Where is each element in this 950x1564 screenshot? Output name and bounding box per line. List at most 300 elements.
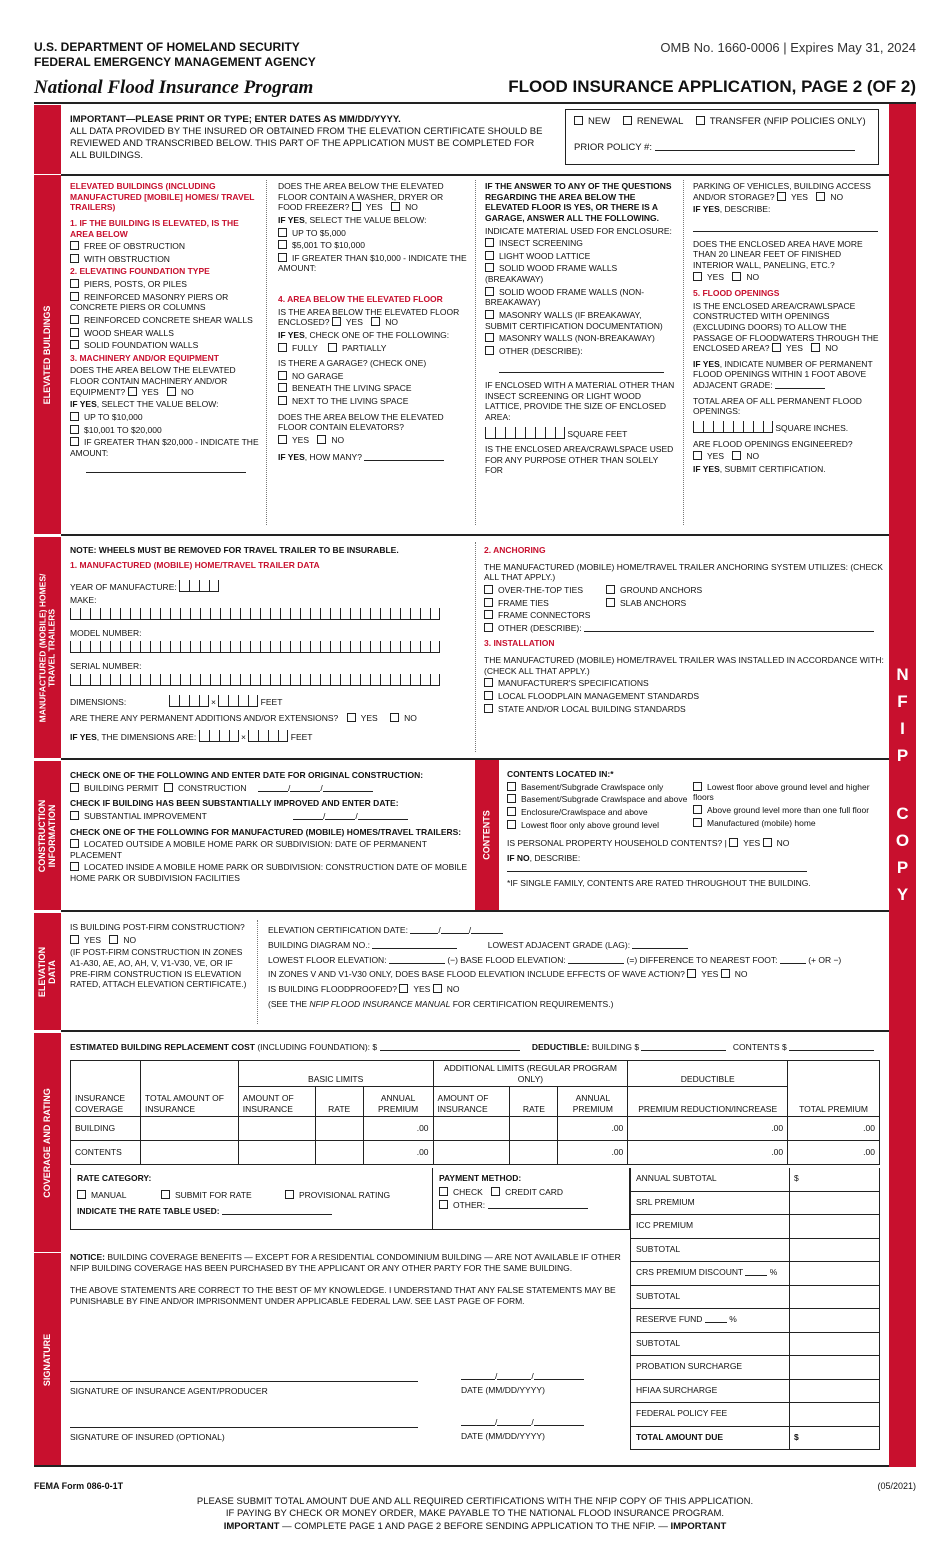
elevators-options bbox=[278, 435, 468, 446]
q1-heading: 1. IF THE BUILDING IS ELEVATED, IS THE AREA BELOW bbox=[70, 217, 239, 239]
anchor-other-checkbox[interactable] bbox=[484, 623, 493, 632]
totals-hfiaa-value[interactable] bbox=[790, 1380, 879, 1403]
additions-ifyes: IF YES bbox=[70, 731, 97, 742]
agent-signature-line[interactable] bbox=[70, 1381, 418, 1397]
finished-wall-no-checkbox[interactable] bbox=[732, 272, 741, 281]
contents-basic-rate-cell[interactable] bbox=[315, 1141, 363, 1165]
sfr-checkbox[interactable] bbox=[161, 1190, 170, 1199]
totals-srl-label: SRL PREMIUM bbox=[631, 1192, 790, 1215]
obstruction-free-checkbox[interactable] bbox=[70, 241, 79, 250]
check-checkbox[interactable] bbox=[439, 1187, 448, 1196]
post-firm-yes-checkbox[interactable] bbox=[70, 935, 79, 944]
contents-reduction-cell[interactable]: .00 bbox=[628, 1141, 788, 1165]
insured-date-yyyy[interactable] bbox=[534, 1417, 584, 1426]
elevators-no-label: NO bbox=[331, 434, 345, 445]
obstruction-free-option bbox=[70, 241, 260, 252]
new-checkbox[interactable] bbox=[574, 116, 583, 125]
contents-basic-premium-cell[interactable]: .00 bbox=[363, 1141, 433, 1165]
mh-inside-checkbox[interactable] bbox=[70, 862, 79, 871]
ded-building-field[interactable] bbox=[641, 1042, 726, 1051]
diagram-label: BUILDING DIAGRAM NO.: bbox=[268, 939, 371, 950]
material-5-checkbox[interactable] bbox=[485, 310, 494, 319]
machinery-amount-row bbox=[70, 464, 260, 475]
material-1-checkbox[interactable] bbox=[485, 238, 494, 247]
machinery-question bbox=[70, 365, 260, 397]
anchor-slab-label: SLAB ANCHORS bbox=[620, 597, 687, 608]
engineered-no-label: NO bbox=[746, 451, 760, 462]
obstruction-with-checkbox[interactable] bbox=[70, 254, 79, 263]
elevators-ifyes: IF YES bbox=[278, 451, 305, 462]
ded-contents-field[interactable] bbox=[789, 1042, 874, 1051]
parking-yes-checkbox[interactable] bbox=[777, 192, 786, 201]
copy-letter-p: P bbox=[896, 858, 909, 877]
washer-v1-option bbox=[278, 228, 468, 239]
insured-date-slash-2: / bbox=[531, 1417, 534, 1427]
additions-no-checkbox[interactable] bbox=[390, 713, 399, 722]
washer-question bbox=[278, 181, 468, 213]
parking-no-checkbox[interactable] bbox=[816, 192, 825, 201]
mh-outside-option bbox=[70, 839, 470, 860]
totals-row-reserve bbox=[630, 1309, 880, 1333]
machinery-value-prompt bbox=[70, 399, 260, 410]
replacement-field[interactable] bbox=[380, 1042, 520, 1051]
totals-row-probation bbox=[630, 1356, 880, 1380]
building-basic-premium-cell[interactable]: .00 bbox=[363, 1117, 433, 1141]
anchor-other-label: OTHER (DESCRIBE): bbox=[498, 622, 582, 633]
contents-total-premium-cell[interactable]: .00 bbox=[788, 1141, 880, 1165]
dim-width-field[interactable] bbox=[218, 695, 258, 707]
serial-field[interactable] bbox=[70, 674, 440, 686]
wave-yes-checkbox[interactable] bbox=[687, 969, 696, 978]
prior-policy-field[interactable] bbox=[655, 142, 855, 151]
add-width-field[interactable] bbox=[248, 730, 288, 742]
building-addl-rate-cell[interactable] bbox=[510, 1117, 558, 1141]
sidebar-construction-label: CONSTRUCTION INFORMATION bbox=[36, 799, 57, 872]
household-no-checkbox[interactable] bbox=[763, 838, 772, 847]
totals-row-srl bbox=[630, 1192, 880, 1216]
construction-mm[interactable] bbox=[258, 782, 291, 793]
dept-name: U.S. DEPARTMENT OF HOMELAND SECURITY bbox=[34, 40, 300, 54]
totals-icc-value[interactable] bbox=[790, 1215, 879, 1238]
enclosed-size-field[interactable] bbox=[485, 427, 565, 439]
construction-slash-1: / bbox=[288, 782, 291, 793]
machinery-no-checkbox[interactable] bbox=[167, 387, 176, 396]
new-label: NEW bbox=[588, 116, 611, 127]
improvement-dd[interactable] bbox=[325, 810, 358, 821]
elevation-calc-row bbox=[268, 954, 883, 967]
household-describe-row bbox=[507, 853, 882, 874]
building-basic-rate-cell[interactable] bbox=[315, 1117, 363, 1141]
crs-pct-field[interactable] bbox=[745, 1267, 767, 1276]
transfer-checkbox[interactable] bbox=[696, 116, 705, 125]
anchor-ott-checkbox[interactable] bbox=[484, 585, 493, 594]
omb-number: OMB No. 1660-0006 | Expires May 31, 2024 bbox=[660, 40, 916, 55]
building-reduction-cell[interactable]: .00 bbox=[628, 1117, 788, 1141]
mh-outside-checkbox[interactable] bbox=[70, 839, 79, 848]
anchor-connectors-checkbox[interactable] bbox=[484, 610, 493, 619]
foundation-masonry-checkbox[interactable] bbox=[70, 292, 79, 301]
parking-describe-field[interactable] bbox=[693, 223, 878, 232]
material-2-label: LIGHT WOOD LATTICE bbox=[499, 250, 591, 261]
enclosed-no-checkbox[interactable] bbox=[371, 317, 380, 326]
foundation-shear-checkbox[interactable] bbox=[70, 315, 79, 324]
building-basic-amount-cell[interactable] bbox=[238, 1117, 315, 1141]
floodproof-yes-checkbox[interactable] bbox=[399, 984, 408, 993]
sidebar-elevated-label: ELEVATED BUILDINGS bbox=[41, 305, 52, 404]
policy-type-options bbox=[574, 116, 870, 128]
totals-due-value[interactable]: $ bbox=[794, 1431, 799, 1442]
openings-no-label: NO bbox=[825, 343, 839, 354]
agent-signature-label: SIGNATURE OF INSURANCE AGENT/PRODUCER bbox=[70, 1386, 268, 1396]
install-3-checkbox[interactable] bbox=[484, 704, 493, 713]
enclosed-no-label: NO bbox=[385, 317, 399, 328]
post-firm-no-checkbox[interactable] bbox=[109, 935, 118, 944]
anchor-other-field[interactable] bbox=[584, 623, 874, 632]
machinery-text: DOES THE AREA BELOW THE ELEVATED FLOOR CONTAIN MACHINERY AND/OR EQUIPMENT? bbox=[70, 365, 236, 397]
contents-d-checkbox[interactable] bbox=[507, 820, 516, 829]
engineered-ifyes: IF YES bbox=[693, 463, 720, 474]
cert-mm[interactable] bbox=[410, 925, 441, 935]
washer-v1-checkbox[interactable] bbox=[278, 228, 287, 237]
model-row bbox=[70, 641, 470, 654]
improvement-slash-2: / bbox=[355, 810, 358, 821]
manual-ref-1: (SEE THE bbox=[268, 998, 310, 1009]
wave-yes-label: YES bbox=[701, 969, 719, 980]
cert-dd[interactable] bbox=[441, 925, 472, 935]
rate-category-options bbox=[77, 1190, 426, 1201]
material-3-checkbox[interactable] bbox=[485, 263, 494, 272]
elevators-count-field[interactable] bbox=[364, 452, 444, 461]
install-1-label: MANUFACTURER'S SPECIFICATIONS bbox=[498, 678, 649, 689]
openings-count-field[interactable] bbox=[775, 380, 825, 389]
openings-no-checkbox[interactable] bbox=[811, 343, 820, 352]
other-payment-label: OTHER: bbox=[453, 1200, 486, 1211]
footer-important-2: IMPORTANT bbox=[670, 1520, 727, 1532]
totals-row-icc bbox=[630, 1215, 880, 1239]
agent-date-mm[interactable] bbox=[461, 1371, 498, 1381]
install-2-label: LOCAL FLOODPLAIN MANAGEMENT STANDARDS bbox=[498, 690, 700, 701]
openings-count-prompt bbox=[693, 359, 883, 391]
material-6-checkbox[interactable] bbox=[485, 333, 494, 342]
garage-next-label: NEXT TO THE LIVING SPACE bbox=[292, 396, 409, 406]
finished-wall-yes-checkbox[interactable] bbox=[693, 272, 702, 281]
cert-yyyy[interactable] bbox=[468, 925, 503, 935]
cert-slash-2: / bbox=[468, 925, 472, 935]
additions-dims-label: , THE DIMENSIONS ARE: bbox=[96, 731, 197, 742]
mh-inside-option bbox=[70, 862, 470, 883]
footer-line-1: PLEASE SUBMIT TOTAL AMOUNT DUE AND ALL REQUIRED CERTIFICATIONS WITH THE NFIP COPY OF THIS APPLICATION. bbox=[196, 1496, 754, 1507]
credit-card-checkbox[interactable] bbox=[491, 1187, 500, 1196]
engineered-options bbox=[693, 451, 883, 462]
insured-date-mm[interactable] bbox=[461, 1417, 498, 1427]
dimensions-row bbox=[70, 695, 470, 708]
anchor-ground-label: GROUND ANCHORS bbox=[620, 584, 703, 595]
improvement-checkbox[interactable] bbox=[70, 811, 79, 820]
add-length-field[interactable] bbox=[199, 730, 239, 742]
anchor-ground-checkbox[interactable] bbox=[606, 585, 615, 594]
garage-none-checkbox[interactable] bbox=[278, 371, 287, 380]
rate-table-row bbox=[77, 1206, 426, 1217]
crs-pct-sign: % bbox=[769, 1267, 778, 1277]
totals-subtotal-3-label: SUBTOTAL bbox=[631, 1333, 790, 1356]
building-total-cell[interactable] bbox=[140, 1117, 238, 1141]
household-yes-checkbox[interactable] bbox=[729, 838, 738, 847]
lfe-field[interactable] bbox=[389, 955, 445, 964]
totals-subtotal-1-value[interactable] bbox=[790, 1239, 879, 1262]
contents-c-label: Enclosure/Crawlspace and above bbox=[521, 806, 648, 817]
foundation-solid-checkbox[interactable] bbox=[70, 340, 79, 349]
washer-no-checkbox[interactable] bbox=[391, 202, 400, 211]
totals-annual-value[interactable]: $ bbox=[794, 1173, 799, 1183]
renewal-checkbox[interactable] bbox=[623, 116, 632, 125]
construction-prompt-3: CHECK ONE OF THE FOLLOWING FOR MANUFACTURED (MOBILE) HOMES/TRAVEL TRAILERS: bbox=[70, 826, 462, 837]
openings-count-text: , INDICATE NUMBER OF PERMANENT FLOOD OPENINGS WITHIN 1 FOOT ABOVE ADJACENT GRADE: bbox=[693, 358, 873, 390]
household-describe-label: , DESCRIBE: bbox=[529, 852, 581, 863]
contents-g-checkbox[interactable] bbox=[693, 818, 702, 827]
wave-no-checkbox[interactable] bbox=[721, 969, 730, 978]
sidebar-contents bbox=[475, 760, 499, 910]
serial-row bbox=[70, 674, 470, 687]
model-field[interactable] bbox=[70, 641, 440, 653]
engineered-question: ARE FLOOD OPENINGS ENGINEERED? bbox=[693, 438, 853, 449]
totals-probation-value[interactable] bbox=[790, 1356, 879, 1379]
anchor-row-1 bbox=[484, 585, 884, 596]
engineered-no-checkbox[interactable] bbox=[732, 451, 741, 460]
other-payment-field[interactable] bbox=[488, 1200, 588, 1209]
make-field[interactable] bbox=[70, 608, 440, 620]
anchor-ott-label: OVER-THE-TOP TIES bbox=[498, 584, 584, 595]
diff-label: (=) DIFFERENCE TO NEAREST FOOT: bbox=[626, 954, 778, 965]
material-2-checkbox[interactable] bbox=[485, 251, 494, 260]
improvement-mm[interactable] bbox=[293, 810, 326, 821]
th-basic-amount: AMOUNT OF INSURANCE bbox=[238, 1087, 315, 1117]
post-firm-yes-label: YES bbox=[84, 934, 102, 945]
washer-yes-label: YES bbox=[365, 202, 383, 213]
openings-area-field[interactable] bbox=[693, 421, 773, 433]
foundation-masonry-option bbox=[70, 292, 260, 313]
enclosed-yes-checkbox[interactable] bbox=[332, 317, 341, 326]
contents-b-checkbox[interactable] bbox=[507, 794, 516, 803]
diff-field[interactable] bbox=[780, 955, 806, 964]
building-addl-amount-cell[interactable] bbox=[433, 1117, 510, 1141]
contents-f-checkbox[interactable] bbox=[693, 805, 702, 814]
elevators-no-checkbox[interactable] bbox=[317, 435, 326, 444]
anchor-slab-checkbox[interactable] bbox=[606, 598, 615, 607]
totals-subtotal-3-value[interactable] bbox=[790, 1333, 879, 1356]
contents-addl-premium-cell[interactable]: .00 bbox=[558, 1141, 628, 1165]
bfe-field[interactable] bbox=[568, 955, 624, 964]
sidebar-manufactured bbox=[34, 536, 61, 758]
install-2-checkbox[interactable] bbox=[484, 691, 493, 700]
parking-yes-label: YES bbox=[790, 191, 808, 202]
th-additional: ADDITIONAL LIMITS (REGULAR PROGRAM ONLY) bbox=[433, 1061, 628, 1087]
partially-checkbox[interactable] bbox=[328, 343, 337, 352]
foundation-wood-checkbox[interactable] bbox=[70, 328, 79, 337]
agent-date-slash-1: / bbox=[495, 1371, 498, 1381]
form-version: (05/2021) bbox=[877, 1481, 916, 1491]
elevators-count-label: , HOW MANY? bbox=[304, 451, 362, 462]
provisional-checkbox[interactable] bbox=[285, 1190, 294, 1199]
notice-label: NOTICE: bbox=[70, 1252, 105, 1262]
elevation-fields bbox=[268, 924, 883, 1013]
foundation-solid-label: SOLID FOUNDATION WALLS bbox=[84, 340, 199, 351]
building-addl-premium-cell[interactable]: .00 bbox=[558, 1117, 628, 1141]
construction-prompt-1: CHECK ONE OF THE FOLLOWING AND ENTER DATE FOR ORIGINAL CONSTRUCTION: bbox=[70, 770, 424, 780]
engineered-cert-note bbox=[693, 464, 883, 475]
contents-a-checkbox[interactable] bbox=[507, 782, 516, 791]
building-total-premium-cell[interactable]: .00 bbox=[788, 1117, 880, 1141]
th-premium-reduction: PREMIUM REDUCTION/INCREASE bbox=[628, 1087, 788, 1117]
anchor-frame-ties-label: FRAME TIES bbox=[498, 597, 549, 608]
washer-v2-label: $5,001 TO $10,000 bbox=[292, 240, 365, 251]
add-feet: FEET bbox=[290, 731, 313, 742]
openings-yes-checkbox[interactable] bbox=[772, 343, 781, 352]
footer-line-2: IF PAYING BY CHECK OR MONEY ORDER, MAKE PAYABLE TO THE NATIONAL FLOOD INSURANCE PROGRAM. bbox=[225, 1508, 725, 1520]
insured-signature-label: SIGNATURE OF INSURED (OPTIONAL) bbox=[70, 1432, 225, 1442]
floodproof-text: IS BUILDING FLOODPROOFED? bbox=[268, 984, 397, 994]
totals-srl-value[interactable] bbox=[790, 1192, 879, 1215]
additions-text: ARE THERE ANY PERMANENT ADDITIONS AND/OR EXTENSIONS? bbox=[70, 713, 339, 724]
floodproof-no-checkbox[interactable] bbox=[433, 984, 442, 993]
construction-yyyy[interactable] bbox=[323, 783, 373, 792]
parking-describe-text: , DESCRIBE: bbox=[719, 204, 771, 215]
building-permit-checkbox[interactable] bbox=[70, 783, 79, 792]
garage-next-checkbox[interactable] bbox=[278, 396, 287, 405]
washer-text: DOES THE AREA BELOW THE ELEVATED FLOOR CONTAIN A WASHER, DRYER OR FOOD FREEZER? bbox=[278, 181, 444, 213]
sidebar-signature bbox=[34, 1252, 61, 1466]
contents-c-checkbox[interactable] bbox=[507, 807, 516, 816]
contents-addl-amount-cell[interactable] bbox=[433, 1141, 510, 1165]
washer-v3-checkbox[interactable] bbox=[278, 253, 287, 262]
cert-date-row bbox=[268, 924, 883, 937]
totals-subtotal-2-value[interactable] bbox=[790, 1286, 879, 1309]
washer-v2-checkbox[interactable] bbox=[278, 240, 287, 249]
additions-yes-checkbox[interactable] bbox=[347, 713, 356, 722]
totals-row-fee bbox=[630, 1403, 880, 1427]
machinery-amount-field[interactable] bbox=[86, 464, 246, 473]
material-other-field[interactable] bbox=[499, 364, 664, 373]
machinery-v2-label: $10,001 TO $20,000 bbox=[84, 424, 162, 435]
payment-other-row bbox=[439, 1200, 623, 1211]
th-addl-rate: RATE bbox=[510, 1087, 558, 1117]
prior-policy-label: PRIOR POLICY #: bbox=[574, 141, 652, 153]
nfip-letter-i: I bbox=[900, 719, 905, 738]
machinery-yes-checkbox[interactable] bbox=[128, 387, 137, 396]
year-field[interactable] bbox=[179, 580, 219, 592]
contents-options-right bbox=[693, 782, 878, 833]
contents-total-cell[interactable] bbox=[140, 1141, 238, 1165]
insured-date-dd[interactable] bbox=[497, 1417, 534, 1427]
agent-date-dd[interactable] bbox=[497, 1371, 534, 1381]
totals-reserve-label: RESERVE FUND bbox=[636, 1314, 703, 1324]
washer-ifyes: IF YES bbox=[278, 214, 305, 225]
reserve-pct-sign: % bbox=[729, 1314, 737, 1324]
totals-crs-value[interactable] bbox=[790, 1262, 879, 1285]
machinery-v2-checkbox[interactable] bbox=[70, 425, 79, 434]
statement-text: THE ABOVE STATEMENTS ARE CORRECT TO THE BEST OF MY KNOWLEDGE. I UNDERSTAND THAT ANY FALSE STATEMENTS MAY BE PUNISHABLE BY FINE AND/OR IMPRISONMENT UNDER APPLICABLE FEDERAL LAW. SEE LAST PAGE OF FORM. bbox=[70, 1285, 616, 1306]
foundation-piers-checkbox[interactable] bbox=[70, 279, 79, 288]
construction-dd[interactable] bbox=[290, 782, 323, 793]
totals-row-subtotal-2 bbox=[630, 1286, 880, 1310]
install-3-option bbox=[484, 704, 884, 715]
material-7-checkbox[interactable] bbox=[485, 346, 494, 355]
garage-beneath-checkbox[interactable] bbox=[278, 383, 287, 392]
washer-yes-checkbox[interactable] bbox=[352, 202, 361, 211]
row-contents-label: CONTENTS bbox=[71, 1141, 141, 1165]
reserve-pct-field[interactable] bbox=[705, 1314, 727, 1323]
elevators-yes-checkbox[interactable] bbox=[278, 435, 287, 444]
sidebar-signature-label: SIGNATURE bbox=[41, 1333, 52, 1386]
sidebar-elevation-label: ELEVATION DATA bbox=[36, 946, 57, 997]
dim-length-field[interactable] bbox=[169, 695, 209, 707]
diagram-field[interactable] bbox=[372, 940, 457, 949]
anchor-frame-ties-checkbox[interactable] bbox=[484, 598, 493, 607]
anchor-row-3 bbox=[484, 610, 884, 621]
diff-sign: (+ OR −) bbox=[808, 954, 842, 965]
contents-addl-rate-cell[interactable] bbox=[510, 1141, 558, 1165]
garage-beneath-option bbox=[278, 383, 468, 394]
lag-field[interactable] bbox=[632, 940, 688, 949]
washer-v3-label: IF GREATER THAN $10,000 - INDICATE THE AMOUNT: bbox=[278, 252, 467, 274]
q5-heading: 5. FLOOD OPENINGS bbox=[693, 288, 780, 298]
enclosed-size-row bbox=[485, 427, 675, 440]
material-1-option bbox=[485, 238, 675, 249]
contents-basic-amount-cell[interactable] bbox=[238, 1141, 315, 1165]
enclosed-text: IS THE AREA BELOW THE ELEVATED FLOOR ENCLOSED? bbox=[278, 306, 460, 328]
anchoring-heading: 2. ANCHORING bbox=[484, 545, 546, 555]
q3-heading: 3. MACHINERY AND/OR EQUIPMENT bbox=[70, 352, 219, 363]
mh-outside-label: LOCATED OUTSIDE A MOBILE HOME PARK OR SUBDIVISION: DATE OF PERMANENT PLACEMENT bbox=[70, 839, 427, 860]
contents-g-label: Manufactured (mobile) home bbox=[707, 817, 816, 828]
nfip-strip-top bbox=[889, 104, 916, 659]
renewal-label: RENEWAL bbox=[636, 116, 684, 127]
machinery-ifyes: IF YES bbox=[70, 399, 97, 410]
foundation-solid-option bbox=[70, 340, 260, 351]
improvement-yyyy[interactable] bbox=[358, 811, 408, 820]
manual-checkbox[interactable] bbox=[77, 1190, 86, 1199]
construction-date-row bbox=[70, 783, 470, 794]
th-deductible: DEDUCTIBLE bbox=[628, 1061, 788, 1087]
contents-heading: CONTENTS LOCATED IN:* bbox=[507, 769, 614, 779]
agent-date-row bbox=[461, 1371, 601, 1382]
manual-ref bbox=[268, 998, 883, 1011]
household-describe-field[interactable] bbox=[507, 863, 807, 872]
replacement-label: ESTIMATED BUILDING REPLACEMENT COST bbox=[70, 1042, 255, 1052]
elevated-heading: ELEVATED BUILDINGS (INCLUDING MANUFACTURED [MOBILE] HOMES/ TRAVEL TRAILERS) bbox=[70, 181, 255, 213]
construction-checkbox[interactable] bbox=[164, 783, 173, 792]
install-1-checkbox[interactable] bbox=[484, 678, 493, 687]
form-number: FEMA Form 086-0-1T bbox=[34, 1481, 124, 1491]
material-4-checkbox[interactable] bbox=[485, 287, 494, 296]
totals-reserve-value[interactable] bbox=[790, 1309, 879, 1332]
engineered-yes-checkbox[interactable] bbox=[693, 451, 702, 460]
insured-signature-line[interactable] bbox=[70, 1427, 418, 1443]
contents-e-label: Lowest floor above ground level and higher floors bbox=[693, 781, 870, 803]
agent-date-yyyy[interactable] bbox=[534, 1371, 584, 1380]
other-payment-checkbox[interactable] bbox=[439, 1200, 448, 1209]
machinery-v3-checkbox[interactable] bbox=[70, 437, 79, 446]
contents-e-checkbox[interactable] bbox=[693, 782, 702, 791]
material-5-label: MASONRY WALLS (IF BREAKAWAY, SUBMIT CERTIFICATION DOCUMENTATION) bbox=[485, 309, 663, 331]
totals-fee-value[interactable] bbox=[790, 1403, 879, 1426]
anchoring-text: THE MANUFACTURED (MOBILE) HOME/TRAVEL TRAILER ANCHORING SYSTEM UTILIZES: (CHECK ALL THAT APPLY.) bbox=[484, 561, 883, 583]
machinery-v1-checkbox[interactable] bbox=[70, 412, 79, 421]
rate-table-field[interactable] bbox=[222, 1206, 332, 1215]
additions-yes-label: YES bbox=[360, 713, 378, 724]
household-question: IS PERSONAL PROPERTY HOUSEHOLD CONTENTS? | YES NO bbox=[507, 838, 790, 849]
totals-subtotal-1-label: SUBTOTAL bbox=[631, 1239, 790, 1262]
fully-checkbox[interactable] bbox=[278, 343, 287, 352]
